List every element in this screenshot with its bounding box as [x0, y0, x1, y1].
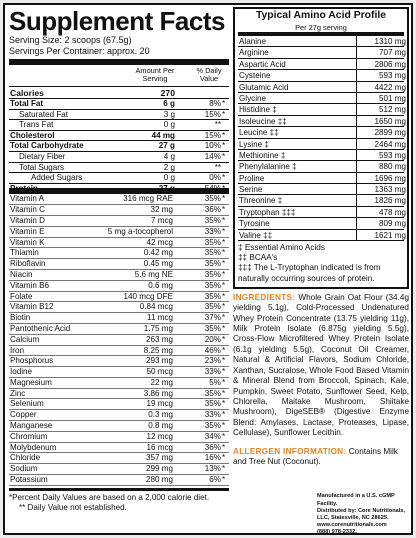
vitamin-name: Chromium [10, 431, 48, 441]
vitamin-dv-mark: * [222, 323, 226, 333]
vitamin-daily-value: 33% [204, 226, 221, 236]
manufacturer-info [233, 493, 409, 536]
nutrient-amount: 0 g [163, 173, 175, 183]
vitamin-amount: 7 mcg [150, 215, 173, 225]
vitamin-name: Zinc [10, 388, 26, 398]
vitamin-row [9, 453, 229, 464]
nutrient-amount: 3 g [163, 109, 175, 119]
amino-acid-divider [356, 207, 357, 217]
nutrient-row [9, 163, 229, 174]
ingredients-label: INGREDIENTS: [233, 292, 296, 302]
vitamin-dv-mark: * [222, 205, 226, 215]
amino-acid-value: 501 mg [379, 93, 406, 103]
vitamin-daily-value: 35% [204, 399, 221, 409]
nutrient-amount: 27 g [158, 141, 175, 151]
vitamin-daily-value: 34% [204, 431, 221, 441]
nutrient-amount: 27 g [158, 183, 175, 193]
vitamin-daily-value: 33% [204, 367, 221, 377]
vitamin-daily-value: 33% [204, 410, 221, 420]
amino-acid-name: Threonine ‡ [239, 196, 283, 206]
vitamin-name: Magnesium [10, 377, 52, 387]
vitamin-row [9, 443, 229, 454]
nutrient-daily-value: 15% [204, 109, 221, 119]
amino-acid-name: Cysteine [239, 71, 271, 81]
vitamin-amount: 1.75 mg [143, 323, 173, 333]
nutrient-row [9, 184, 229, 195]
vitamin-daily-value: 35% [204, 269, 221, 279]
nutrient-row [9, 131, 229, 142]
vitamin-name: Riboflavin [10, 259, 46, 269]
mfr-line-3: LLC, Statesville, NC 28625. [317, 514, 389, 521]
vitamin-amount: 357 mg [146, 453, 173, 463]
nutrient-row [9, 141, 229, 152]
vitamin-row [9, 399, 229, 410]
amino-acid-value: 4422 mg [374, 82, 406, 92]
vitamin-dv-mark: * [222, 475, 226, 485]
vitamin-name: Iodine [10, 367, 33, 377]
nutrient-amount: 4 g [163, 151, 175, 161]
amino-acid-row [238, 104, 404, 115]
vitamin-amount: 19 mcg [146, 399, 173, 409]
vitamin-name: Biotin [10, 313, 31, 323]
amino-acid-divider [356, 150, 357, 160]
amino-acid-divider [356, 161, 357, 171]
vitamin-name: Vitamin C [10, 205, 45, 215]
amino-acid-row [238, 93, 404, 104]
nutrient-name: Protein [10, 183, 38, 193]
vitamin-dv-mark: * [222, 291, 226, 301]
vitamin-amount: 316 mcg RAE [123, 194, 173, 204]
vitamin-row [9, 335, 229, 346]
vitamin-amount: 293 mg [146, 356, 173, 366]
mfr-line-1: Manufactured in a U.S. cGMP Facility. [317, 493, 395, 507]
amino-acid-row [238, 36, 404, 47]
amino-acid-row [238, 116, 404, 127]
vitamin-row [9, 475, 229, 486]
vitamin-daily-value: 35% [204, 302, 221, 312]
amino-acid-value: 880 mg [379, 162, 406, 172]
vitamin-row [9, 313, 229, 324]
amino-acid-row [238, 173, 404, 184]
amino-acid-divider [356, 195, 357, 205]
vitamin-dv-mark: * [222, 313, 226, 323]
vitamin-dv-mark: * [222, 377, 226, 387]
amino-acid-divider [356, 230, 357, 240]
vitamin-amount: 42 mcg [146, 237, 173, 247]
vitamin-amount: 5.6 mg NE [134, 269, 173, 279]
amino-acid-divider [356, 173, 357, 183]
vitamin-amount: 3.86 mg [143, 388, 173, 398]
nutrient-amount: 6 g [163, 99, 175, 108]
vitamin-row [9, 270, 229, 281]
amino-acid-divider [356, 93, 357, 103]
amino-acid-value: 2806 mg [374, 59, 406, 69]
amino-acid-row [238, 207, 404, 218]
vitamin-row [9, 292, 229, 303]
supplement-facts-panel [9, 7, 229, 533]
vitamin-name: Vitamin B6 [10, 280, 49, 290]
vitamin-row [9, 281, 229, 292]
vitamin-daily-value: 35% [204, 259, 221, 269]
vitamin-name: Potassium [10, 475, 48, 485]
amino-acid-value: 478 mg [379, 207, 406, 217]
nutrient-dv-mark: * [222, 173, 226, 183]
vitamin-daily-value: 20% [204, 334, 221, 344]
nutrient-dv-mark: * [222, 109, 226, 119]
amino-acid-row [238, 150, 404, 161]
nutrient-row [9, 173, 229, 184]
vitamin-row [9, 259, 229, 270]
nutrient-daily-value: 14% [204, 151, 221, 161]
vitamin-daily-value: 37% [204, 313, 221, 323]
vitamin-amount: 32 mg [150, 205, 173, 215]
amino-acid-name: Isoleucine ‡‡ [239, 116, 287, 126]
amino-acid-row [238, 218, 404, 229]
nutrient-daily-value: 8% [209, 99, 221, 108]
amino-acid-name: Glutamic Acid [239, 82, 289, 92]
vitamin-name: Vitamin A [10, 194, 45, 204]
nutrient-row [9, 120, 229, 131]
vitamin-row [9, 194, 229, 205]
vitamin-amount: 8.25 mg [143, 345, 173, 355]
vitamin-dv-mark: * [222, 194, 226, 204]
vitamin-dv-mark: * [222, 421, 226, 431]
amino-acid-divider [356, 70, 357, 80]
amino-acid-value: 1310 mg [374, 37, 406, 46]
vitamin-dv-mark: * [222, 453, 226, 463]
vitamin-name: Folate [10, 291, 33, 301]
amino-acid-value: 512 mg [379, 105, 406, 115]
amino-acid-divider [356, 59, 357, 69]
mfr-line-4: www.corenutritionals.com [317, 522, 387, 529]
vitamin-amount: 0.42 mg [143, 248, 173, 258]
vitamin-amount: 5 mg a-tocopherol [107, 226, 173, 236]
vitamin-amount: 50 mcg [146, 367, 173, 377]
vitamin-name: Calcium [10, 334, 40, 344]
vitamin-amount: 0.6 mg [148, 280, 173, 290]
vitamin-daily-value: 35% [204, 194, 221, 204]
vitamin-amount: 140 mcg DFE [123, 291, 173, 301]
nutrient-dv-mark: * [222, 183, 226, 193]
amino-acid-value: 1363 mg [374, 185, 406, 195]
vitamin-row [9, 464, 229, 475]
vitamin-dv-mark: * [222, 248, 226, 258]
amino-acid-name: Tyrosine [239, 219, 270, 229]
amino-acid-row [238, 47, 404, 58]
nutrient-amount: 2 g [163, 162, 175, 172]
vitamin-amount: 16 mcg [146, 442, 173, 452]
daily-value-column-header: % Daily Value [196, 66, 222, 83]
vitamin-dv-mark: * [222, 334, 226, 344]
amino-acid-divider [356, 47, 357, 57]
vitamin-name: Thiamin [10, 248, 39, 258]
vitamin-name: Phosphorus [10, 356, 54, 366]
amino-acid-notes [238, 241, 404, 287]
amino-acid-name: Glycine [239, 93, 266, 103]
vitamin-amount: 263 mg [146, 334, 173, 344]
nutrient-row [9, 152, 229, 163]
supplement-label [3, 3, 413, 535]
vitamin-daily-value: 35% [204, 421, 221, 431]
vitamin-daily-value: 46% [204, 345, 221, 355]
vitamin-name: Chloride [10, 453, 41, 463]
vitamin-daily-value: 35% [204, 237, 221, 247]
vitamin-row [9, 410, 229, 421]
vitamin-name: Copper [10, 410, 37, 420]
vitamin-dv-mark: * [222, 367, 226, 377]
allergen-text: Contains Milk and Tree Nut (Coconut). [233, 446, 398, 466]
nutrient-name: Total Carbohydrate [10, 141, 84, 151]
right-column [233, 7, 409, 536]
nutrient-name: Dietary Fiber [19, 151, 66, 161]
vitamin-dv-mark: * [222, 399, 226, 409]
vitamin-daily-value: 5% [209, 377, 221, 387]
vitamin-row [9, 389, 229, 400]
mfr-line-2: Distributed by: Core Nutritionals, [317, 507, 405, 514]
vitamin-dv-mark: * [222, 259, 226, 269]
amino-acid-name: Histidine ‡ [239, 105, 277, 115]
amino-acid-name: Serine [239, 185, 263, 195]
vitamin-row [9, 216, 229, 227]
amino-acid-name: Proline [239, 173, 265, 183]
amino-acid-name: Methionine ‡ [239, 150, 286, 160]
ingredients-text: Whole Grain Oat Flour (34.4g yielding 5.1g), Cold-Processed Undenatured Whey Protein Concentrate (13.75 yielding 11g), Milk Protein Isolate (6.875g yielding 5.5g), Cross-Flow Microfiltered Whey Protein Isolate (6.1g yielding 5.5g), Coconut Oil Creamer, Natural & Artificial Flavors, Sodium Chloride, Xanthan, Sucralose, Whole Food Based Vitamin & Mineral Blend from Broccoli, Spinach, Kale, Pumpkin, Sweet Potato, Sunflower Seed, Kelp, Chlorella, Maitake Mushroom, Shiitake Mushroom), DigeSEB® (Digestive Enzyme Blend: Amylases, Lactase, Proteases, Lipase, Cellulase), Sunflower Lecithin. [233, 292, 409, 438]
vitamin-amount: 0.45 mg [143, 259, 173, 269]
amount-column-header: Amount Per Serving [135, 66, 175, 83]
amino-acid-row [238, 59, 404, 70]
vitamin-name: Molybdenum [10, 442, 57, 452]
nutrient-name: Added Sugars [31, 173, 83, 183]
vitamin-amount: 0.8 mg [148, 421, 173, 431]
nutrient-daily-value: ** [214, 162, 221, 172]
vitamin-row [9, 324, 229, 335]
amino-acid-value: 1696 mg [374, 173, 406, 183]
nutrient-amount: 44 mg [151, 130, 175, 140]
amino-acid-row [238, 230, 404, 241]
vitamin-name: Vitamin D [10, 215, 45, 225]
amino-acid-divider [356, 139, 357, 149]
nutrient-amount: 0 g [163, 120, 175, 130]
supplement-facts-title: Supplement Facts [9, 6, 225, 36]
nutrient-dv-mark: * [222, 99, 226, 108]
vitamin-dv-mark: * [222, 302, 226, 312]
vitamin-amount: 11 mcg [147, 313, 173, 323]
vitamin-row [9, 378, 229, 389]
mfr-line-5: (888) 978-2332. [317, 529, 357, 536]
vitamin-name: Selenium [10, 399, 44, 409]
amino-acid-value: 593 mg [379, 150, 406, 160]
vitamin-name: Sodium [10, 464, 38, 474]
facts-column-header [9, 65, 229, 87]
nutrient-daily-value: ** [214, 120, 221, 130]
nutrient-name: Total Fat [10, 99, 44, 108]
amino-acid-row [238, 70, 404, 81]
allergen-label: ALLERGEN INFORMATION: [233, 446, 347, 456]
vitamin-daily-value: 13% [204, 464, 221, 474]
vitamin-daily-value: 36% [204, 442, 221, 452]
vitamin-row [9, 227, 229, 238]
amino-acid-name: Lysine ‡ [239, 139, 269, 149]
vitamin-row [9, 205, 229, 216]
servings-per-container: Servings Per Container: approx. 20 [9, 46, 150, 56]
nutrient-row [9, 110, 229, 121]
vitamin-amount: 280 mg [146, 475, 173, 485]
daily-value-footnote: *Percent Daily Values are based on a 2,000 calorie diet. [9, 492, 210, 502]
nutrient-daily-value: 15% [204, 130, 221, 140]
amino-acid-name: Phenylalanine ‡ [239, 162, 297, 172]
vitamin-daily-value: 16% [204, 453, 221, 463]
vitamin-daily-value: 6% [209, 475, 221, 485]
vitamin-name: Vitamin E [10, 226, 45, 236]
amino-acid-subtitle: Per 27g serving [238, 23, 404, 36]
vitamin-daily-value: 35% [204, 291, 221, 301]
vitamin-row [9, 238, 229, 249]
facts-footnotes [9, 488, 229, 513]
vitamin-daily-value: 35% [204, 215, 221, 225]
bcaa-note: ‡‡ BCAA's [238, 253, 278, 263]
amino-acid-divider [356, 218, 357, 228]
vitamin-dv-mark: * [222, 215, 226, 225]
nutrient-row [9, 99, 229, 110]
amino-acid-divider [356, 184, 357, 194]
vitamin-daily-value: 35% [204, 280, 221, 290]
vitamin-amount: 22 mg [150, 377, 173, 387]
amino-acid-name: Leucine ‡‡ [239, 128, 279, 138]
vitamin-name: Niacin [10, 269, 33, 279]
vitamin-name: Vitamin B12 [10, 302, 54, 312]
vitamin-row [9, 248, 229, 259]
vitamin-dv-mark: * [222, 345, 226, 355]
nutrient-daily-value: 54% [204, 183, 221, 193]
allergen-block [233, 447, 409, 468]
amino-acid-name: Aspartic Acid [239, 59, 286, 69]
amino-acid-value: 593 mg [379, 71, 406, 81]
nutrient-dv-mark: * [222, 130, 226, 140]
vitamin-dv-mark: * [222, 464, 226, 474]
vitamin-dv-mark: * [222, 431, 226, 441]
vitamin-dv-mark: * [222, 237, 226, 247]
serving-size: Serving Size: 2 scoops (67.5g) [9, 35, 132, 45]
amino-acid-divider [356, 82, 357, 92]
nutrient-name: Trans Fat [19, 120, 54, 130]
nutrient-amount: 270 [160, 88, 175, 98]
vitamin-name: Pantothenic Acid [10, 323, 71, 333]
nutrient-name: Cholesterol [10, 130, 55, 140]
amino-acid-name: Arginine [239, 48, 269, 58]
vitamin-row [9, 432, 229, 443]
vitamin-dv-mark: * [222, 388, 226, 398]
amino-acid-title: Typical Amino Acid Profile [255, 10, 387, 21]
amino-acid-divider [356, 36, 357, 46]
amino-acid-row [238, 161, 404, 172]
vitamin-dv-mark: * [222, 410, 226, 420]
amino-acid-name: Alanine [239, 37, 267, 46]
amino-acid-value: 707 mg [379, 48, 406, 58]
amino-acid-divider [356, 127, 357, 137]
nutrient-name: Total Sugars [19, 162, 64, 172]
vitamin-row [9, 346, 229, 357]
vitamin-amount: 0.84 mcg [139, 302, 173, 312]
vitamin-daily-value: 35% [204, 388, 221, 398]
vitamin-amount: 0.3 mg [148, 410, 173, 420]
vitamin-name: Iron [10, 345, 24, 355]
amino-acid-name: Tryptophan ‡‡‡ [239, 207, 296, 217]
vitamin-amount: 12 mcg [146, 431, 173, 441]
ingredients-block [233, 293, 409, 439]
not-established-footnote: ** Daily Value not established. [19, 502, 127, 512]
vitamin-dv-mark: * [222, 226, 226, 236]
vitamin-dv-mark: * [222, 356, 226, 366]
vitamin-dv-mark: * [222, 269, 226, 279]
vitamin-row [9, 367, 229, 378]
amino-acid-profile [233, 7, 409, 289]
amino-acid-row [238, 139, 404, 150]
vitamin-dv-mark: * [222, 442, 226, 452]
amino-acid-row [238, 82, 404, 93]
amino-acid-row [238, 184, 404, 195]
nutrient-daily-value: 10% [204, 141, 221, 151]
vitamin-row [9, 356, 229, 367]
vitamin-daily-value: 36% [204, 205, 221, 215]
amino-acid-value: 809 mg [379, 219, 406, 229]
nutrient-dv-mark: * [222, 151, 226, 161]
vitamin-dv-mark: * [222, 280, 226, 290]
amino-acid-value: 1826 mg [374, 196, 406, 206]
vitamin-daily-value: 35% [204, 323, 221, 333]
essential-note: ‡ Essential Amino Acids [238, 243, 325, 253]
tryptophan-note: ‡‡‡ The L-Tryptophan indicated is from naturally occurring sources of protein. [238, 263, 381, 283]
vitamin-name: Vitamin K [10, 237, 45, 247]
nutrient-row [9, 87, 229, 99]
vitamin-row [9, 421, 229, 432]
nutrient-name: Saturated Fat [19, 109, 69, 119]
amino-acid-value: 1650 mg [374, 116, 406, 126]
amino-acid-name: Valine ‡‡ [239, 230, 273, 240]
vitamin-row [9, 302, 229, 313]
amino-acid-list [238, 36, 404, 241]
amino-acid-value: 1621 mg [374, 230, 406, 240]
vitamin-mineral-list [9, 194, 229, 486]
amino-acid-divider [356, 104, 357, 114]
amino-acid-row [238, 195, 404, 206]
vitamin-daily-value: 35% [204, 248, 221, 258]
amino-acid-value: 2899 mg [374, 128, 406, 138]
amino-acid-divider [356, 116, 357, 126]
macro-nutrient-list [9, 87, 229, 194]
vitamin-name: Manganese [10, 421, 53, 431]
nutrient-daily-value: 0% [209, 173, 221, 183]
nutrient-name: Calories [10, 88, 44, 98]
vitamin-amount: 299 mg [146, 464, 173, 474]
amino-acid-value: 2464 mg [374, 139, 406, 149]
vitamin-daily-value: 23% [204, 356, 221, 366]
amino-acid-row [238, 127, 404, 138]
nutrient-dv-mark: * [222, 141, 226, 151]
